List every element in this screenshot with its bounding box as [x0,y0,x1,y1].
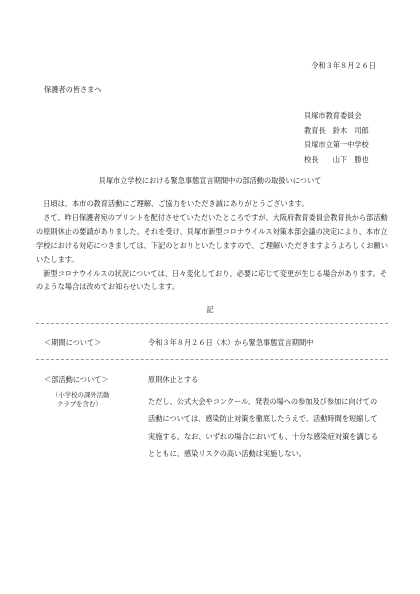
sender-superintendent: 教育長 鈴木 司郎 [304,125,369,135]
document-date: 令和３年８月２６日 [311,61,376,70]
sender-school: 貝塚市立第一中学校 [304,140,369,150]
club-activity-details [148,393,384,463]
body-paragraph-main: さて、昨日保護者宛のプリントを配付させていただいたところですが、大阪府教育委員会教育長から部活動の原則休止の要請がありました。それを受け、貝塚市新型コロナウイルス対策本部会議の決定により、本市立学校における対応につきましては、下記のとおりといたしますので、ご理解いただきますようよろしくお願いいたします。 [36,212,388,264]
club-activity-note [52,391,110,410]
sender-principal: 校長 山下 勝也 [304,154,369,164]
club-activity-note-line1: （小学校の課外活動 [52,391,110,399]
club-activity-label: ＜部活動について＞ [44,375,109,384]
document-title: 貝塚市立学校における緊急事態宣言期間中の部活動の取扱いについて [98,176,322,185]
period-label: ＜期間について＞ [44,338,102,347]
body-paragraph-notice: 新型コロナウイルスの状況については、日々変化しており、必要に応じて変更が生じる場合があります。そのような場合は改めてお知らせいたします。 [36,268,388,292]
body-paragraph-greeting: 日頃は、本市の教育活動にご理解、ご協力をいただき誠にありがとうございます。 [43,199,309,208]
section-divider-top [36,323,388,324]
club-activity-details-text: ただし、公式大会やコンクール、発表の場への参加及び参加に向けての活動については、感染防止対策を徹底したうえで、活動時間を短縮して実施する。なお、いずれの場合においても、十分な感染症対策を講じるとともに、感染リスクの高い活動は実施しない。 [148,397,379,459]
sender-organization: 貝塚市教育委員会 [304,111,362,120]
document-body [36,197,388,294]
ki-heading: 記 [206,305,214,314]
period-content: 令和３年８月２６日（木）から緊急事態宣言期間中 [148,338,314,347]
club-activity-content: 原則休止とする [148,375,199,384]
section-divider-middle [36,359,388,360]
sender-block [304,111,369,169]
addressee: 保護者の皆さまへ [44,85,102,94]
club-activity-note-line2: クラブを含む） [57,400,102,409]
